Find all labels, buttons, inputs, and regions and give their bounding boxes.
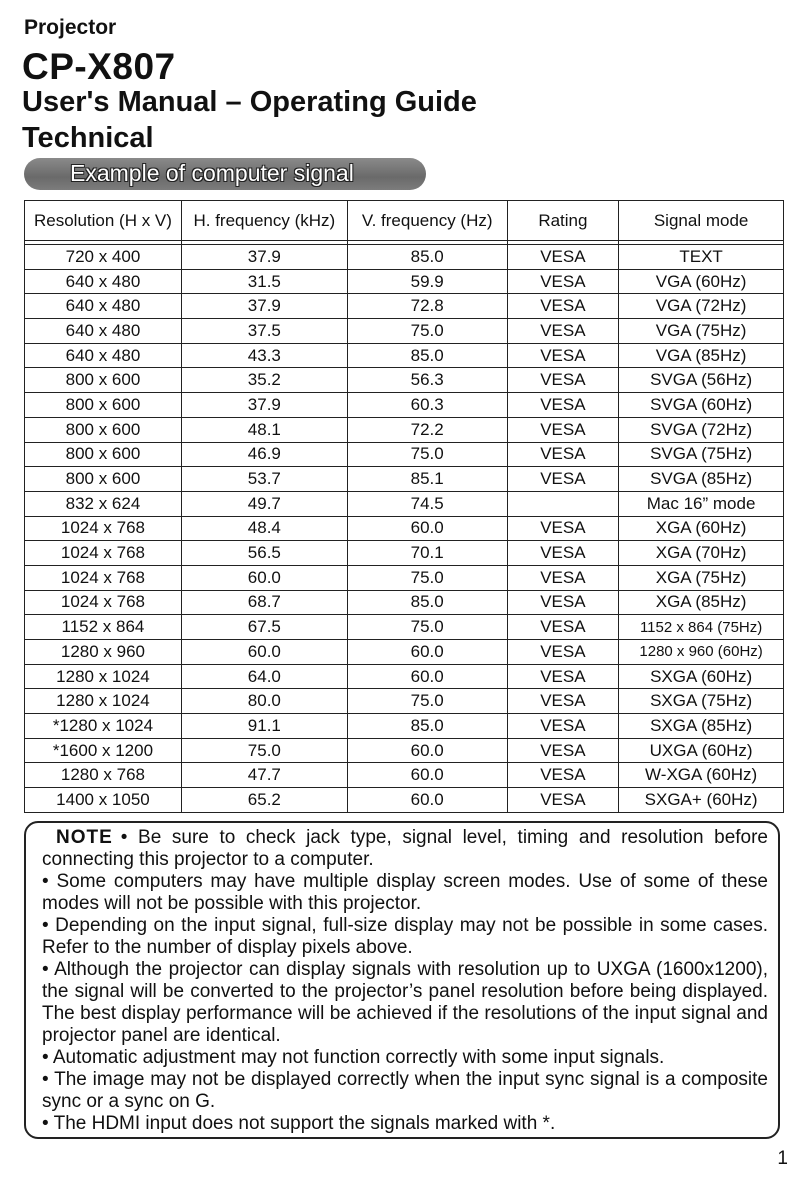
table-row xyxy=(25,516,784,541)
column-header-resolution: Resolution (H x V) xyxy=(25,201,182,241)
cell-signal-mode: UXGA (60Hz) xyxy=(619,738,784,763)
cell-rating: VESA xyxy=(507,541,619,566)
cell-signal-mode: VGA (60Hz) xyxy=(619,269,784,294)
cell-signal-mode: Mac 16” mode xyxy=(619,491,784,516)
signal-table xyxy=(24,200,784,813)
cell-h-frequency: 47.7 xyxy=(181,763,347,788)
note-item: • The image may not be displayed correctly when the input sync signal is a composite sync or a sync on G. xyxy=(42,1069,768,1112)
cell-signal-mode: SVGA (60Hz) xyxy=(619,393,784,418)
cell-v-frequency: 75.0 xyxy=(347,565,507,590)
cell-h-frequency: 49.7 xyxy=(181,491,347,516)
cell-signal-mode: XGA (75Hz) xyxy=(619,565,784,590)
note-box xyxy=(24,821,780,1139)
column-header-h-frequency: H. frequency (kHz) xyxy=(181,201,347,241)
table-row xyxy=(25,664,784,689)
cell-h-frequency: 80.0 xyxy=(181,689,347,714)
cell-v-frequency: 75.0 xyxy=(347,442,507,467)
cell-rating: VESA xyxy=(507,393,619,418)
cell-h-frequency: 60.0 xyxy=(181,640,347,665)
cell-v-frequency: 75.0 xyxy=(347,615,507,640)
cell-resolution: 1400 x 1050 xyxy=(25,788,182,813)
cell-h-frequency: 91.1 xyxy=(181,714,347,739)
cell-v-frequency: 60.0 xyxy=(347,640,507,665)
cell-resolution: 1024 x 768 xyxy=(25,565,182,590)
cell-rating: VESA xyxy=(507,442,619,467)
cell-resolution: 800 x 600 xyxy=(25,368,182,393)
table-row xyxy=(25,788,784,813)
table-row xyxy=(25,714,784,739)
cell-rating: VESA xyxy=(507,590,619,615)
manual-subtitle: Technical xyxy=(22,122,154,154)
table-row xyxy=(25,467,784,492)
cell-h-frequency: 65.2 xyxy=(181,788,347,813)
cell-resolution: 640 x 480 xyxy=(25,269,182,294)
cell-h-frequency: 43.3 xyxy=(181,343,347,368)
table-row xyxy=(25,294,784,319)
cell-resolution: 1280 x 1024 xyxy=(25,689,182,714)
note-label: NOTE xyxy=(56,827,113,848)
cell-signal-mode: VGA (75Hz) xyxy=(619,319,784,344)
cell-signal-mode: VGA (72Hz) xyxy=(619,294,784,319)
table-row xyxy=(25,269,784,294)
table-header-row xyxy=(25,201,784,241)
cell-v-frequency: 72.2 xyxy=(347,417,507,442)
note-item: NOTE • Be sure to check jack type, signal level, timing and resolution before connecting this projector to a computer. xyxy=(42,827,768,870)
cell-rating: VESA xyxy=(507,565,619,590)
note-text xyxy=(42,827,768,1135)
table-row xyxy=(25,343,784,368)
cell-rating: VESA xyxy=(507,615,619,640)
note-item: • Automatic adjustment may not function correctly with some input signals. xyxy=(42,1047,665,1068)
column-header-v-frequency: V. frequency (Hz) xyxy=(347,201,507,241)
table-row xyxy=(25,640,784,665)
cell-signal-mode: XGA (70Hz) xyxy=(619,541,784,566)
cell-signal-mode: SVGA (85Hz) xyxy=(619,467,784,492)
cell-h-frequency: 37.9 xyxy=(181,393,347,418)
table-row xyxy=(25,565,784,590)
cell-rating: VESA xyxy=(507,269,619,294)
table-row xyxy=(25,442,784,467)
cell-v-frequency: 74.5 xyxy=(347,491,507,516)
table-row xyxy=(25,491,784,516)
cell-signal-mode: SXGA+ (60Hz) xyxy=(619,788,784,813)
cell-resolution: 1280 x 768 xyxy=(25,763,182,788)
cell-signal-mode: SXGA (85Hz) xyxy=(619,714,784,739)
cell-signal-mode: TEXT xyxy=(619,245,784,270)
cell-v-frequency: 85.0 xyxy=(347,245,507,270)
product-category: Projector xyxy=(24,16,117,39)
table-row xyxy=(25,738,784,763)
cell-h-frequency: 48.1 xyxy=(181,417,347,442)
cell-v-frequency: 60.0 xyxy=(347,664,507,689)
table-body xyxy=(25,241,784,813)
cell-signal-mode: SXGA (75Hz) xyxy=(619,689,784,714)
table-row xyxy=(25,689,784,714)
cell-v-frequency: 60.0 xyxy=(347,788,507,813)
cell-resolution: 720 x 400 xyxy=(25,245,182,270)
cell-h-frequency: 37.9 xyxy=(181,294,347,319)
cell-rating: VESA xyxy=(507,714,619,739)
table-row xyxy=(25,393,784,418)
table-row xyxy=(25,245,784,270)
cell-resolution: 1024 x 768 xyxy=(25,516,182,541)
cell-v-frequency: 56.3 xyxy=(347,368,507,393)
cell-h-frequency: 60.0 xyxy=(181,565,347,590)
table-row xyxy=(25,368,784,393)
cell-signal-mode: XGA (60Hz) xyxy=(619,516,784,541)
cell-h-frequency: 48.4 xyxy=(181,516,347,541)
table-row xyxy=(25,541,784,566)
cell-v-frequency: 85.0 xyxy=(347,714,507,739)
cell-h-frequency: 68.7 xyxy=(181,590,347,615)
cell-rating: VESA xyxy=(507,689,619,714)
cell-rating: VESA xyxy=(507,516,619,541)
cell-rating: VESA xyxy=(507,319,619,344)
cell-signal-mode: SVGA (72Hz) xyxy=(619,417,784,442)
cell-v-frequency: 85.1 xyxy=(347,467,507,492)
note-item: • The HDMI input does not support the signals marked with *. xyxy=(42,1113,556,1134)
cell-signal-mode: SVGA (56Hz) xyxy=(619,368,784,393)
manual-title: User's Manual – Operating Guide xyxy=(22,86,477,118)
cell-resolution: 800 x 600 xyxy=(25,467,182,492)
cell-resolution: 640 x 480 xyxy=(25,294,182,319)
cell-resolution: 1152 x 864 xyxy=(25,615,182,640)
cell-resolution: 800 x 600 xyxy=(25,393,182,418)
cell-resolution: *1280 x 1024 xyxy=(25,714,182,739)
cell-resolution: 1280 x 960 xyxy=(25,640,182,665)
cell-v-frequency: 75.0 xyxy=(347,319,507,344)
cell-rating: VESA xyxy=(507,368,619,393)
cell-signal-mode: XGA (85Hz) xyxy=(619,590,784,615)
cell-resolution: 1024 x 768 xyxy=(25,590,182,615)
cell-signal-mode: SXGA (60Hz) xyxy=(619,664,784,689)
cell-rating: VESA xyxy=(507,738,619,763)
cell-signal-mode: 1152 x 864 (75Hz) xyxy=(619,615,784,640)
table-row xyxy=(25,417,784,442)
cell-resolution: 832 x 624 xyxy=(25,491,182,516)
cell-resolution: 1024 x 768 xyxy=(25,541,182,566)
cell-h-frequency: 37.5 xyxy=(181,319,347,344)
cell-v-frequency: 70.1 xyxy=(347,541,507,566)
cell-resolution: 800 x 600 xyxy=(25,442,182,467)
cell-h-frequency: 35.2 xyxy=(181,368,347,393)
cell-signal-mode: VGA (85Hz) xyxy=(619,343,784,368)
page-number: 1 xyxy=(777,1148,788,1169)
cell-rating: VESA xyxy=(507,664,619,689)
cell-rating xyxy=(507,491,619,516)
cell-v-frequency: 59.9 xyxy=(347,269,507,294)
column-header-signal-mode: Signal mode xyxy=(619,201,784,241)
cell-h-frequency: 31.5 xyxy=(181,269,347,294)
cell-resolution: 640 x 480 xyxy=(25,343,182,368)
table-row xyxy=(25,763,784,788)
cell-rating: VESA xyxy=(507,640,619,665)
cell-rating: VESA xyxy=(507,788,619,813)
cell-resolution: 1280 x 1024 xyxy=(25,664,182,689)
cell-h-frequency: 75.0 xyxy=(181,738,347,763)
note-item: • Some computers may have multiple display screen modes. Use of some of these modes will not be possible with this projector. xyxy=(42,871,768,914)
cell-h-frequency: 56.5 xyxy=(181,541,347,566)
cell-signal-mode: SVGA (75Hz) xyxy=(619,442,784,467)
cell-rating: VESA xyxy=(507,294,619,319)
cell-v-frequency: 75.0 xyxy=(347,689,507,714)
cell-v-frequency: 85.0 xyxy=(347,343,507,368)
note-item: • Depending on the input signal, full-size display may not be possible in some cases. Refer to the number of display pixels above. xyxy=(42,915,768,958)
cell-v-frequency: 72.8 xyxy=(347,294,507,319)
table-row xyxy=(25,319,784,344)
cell-resolution: 800 x 600 xyxy=(25,417,182,442)
cell-h-frequency: 53.7 xyxy=(181,467,347,492)
cell-signal-mode: 1280 x 960 (60Hz) xyxy=(619,640,784,665)
section-banner xyxy=(24,158,426,190)
cell-rating: VESA xyxy=(507,343,619,368)
cell-h-frequency: 46.9 xyxy=(181,442,347,467)
cell-v-frequency: 60.0 xyxy=(347,516,507,541)
table-row xyxy=(25,615,784,640)
cell-h-frequency: 64.0 xyxy=(181,664,347,689)
cell-v-frequency: 60.0 xyxy=(347,738,507,763)
section-banner-label: Example of computer signal xyxy=(70,160,354,186)
note-item: • Although the projector can display signals with resolution up to UXGA (1600x1200), the signal will be converted to the projector’s panel resolution before being displayed. The best display performance will be achieved if the resolutions of the input signal and projector panel are identical. xyxy=(42,959,768,1046)
cell-h-frequency: 37.9 xyxy=(181,245,347,270)
cell-v-frequency: 60.3 xyxy=(347,393,507,418)
column-header-rating: Rating xyxy=(507,201,619,241)
cell-v-frequency: 85.0 xyxy=(347,590,507,615)
cell-resolution: 640 x 480 xyxy=(25,319,182,344)
table-row xyxy=(25,590,784,615)
cell-rating: VESA xyxy=(507,763,619,788)
model-name: CP-X807 xyxy=(22,46,176,87)
cell-rating: VESA xyxy=(507,417,619,442)
cell-signal-mode: W-XGA (60Hz) xyxy=(619,763,784,788)
cell-h-frequency: 67.5 xyxy=(181,615,347,640)
cell-rating: VESA xyxy=(507,245,619,270)
cell-v-frequency: 60.0 xyxy=(347,763,507,788)
cell-rating: VESA xyxy=(507,467,619,492)
cell-resolution: *1600 x 1200 xyxy=(25,738,182,763)
